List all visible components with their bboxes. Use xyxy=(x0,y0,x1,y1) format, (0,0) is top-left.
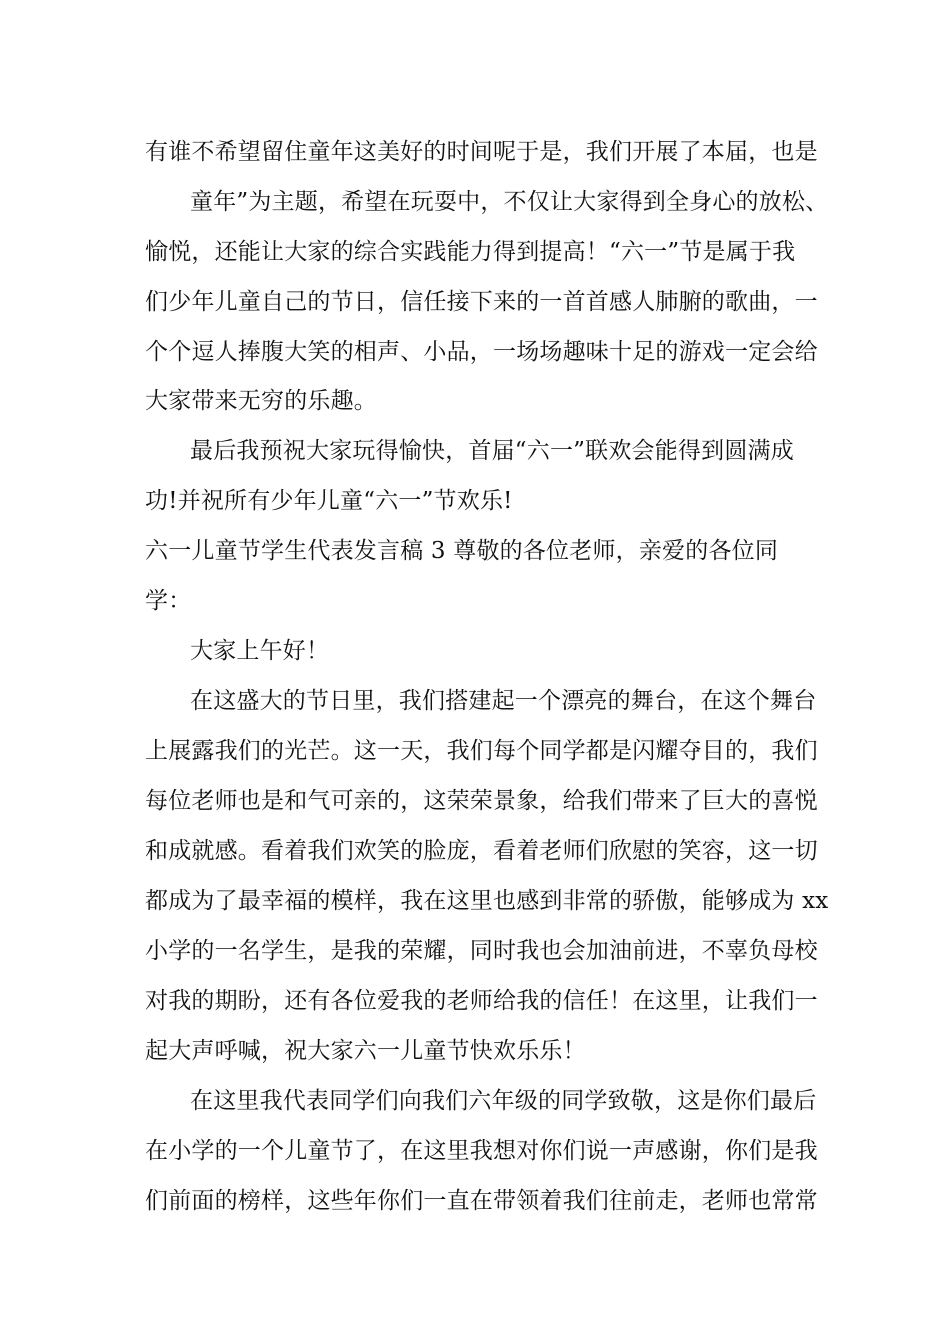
text-line: 个个逗人捧腹大笑的相声、小品，一场场趣味十足的游戏一定会给 xyxy=(145,339,818,365)
text-line: 有谁不希望留住童年这美好的时间呢于是，我们开展了本届，也是 xyxy=(145,139,818,165)
text-line: 在这里我代表同学们向我们六年级的同学致敬，这是你们最后 xyxy=(190,1088,817,1114)
text-line: 们少年儿童自己的节日，信任接下来的一首首感人肺腑的歌曲，一 xyxy=(145,289,818,315)
text-line: 在小学的一个儿童节了，在这里我想对你们说一声感谢，你们是我 xyxy=(145,1138,818,1164)
text-line: 最后我预祝大家玩得愉快，首届“六一”联欢会能得到圆满成 xyxy=(190,438,794,464)
text-line: 小学的一名学生，是我的荣耀，同时我也会加油前进，不辜负母校 xyxy=(145,938,818,964)
text-line: 和成就感。看着我们欢笑的脸庞，看着老师们欣慰的笑容，这一切 xyxy=(145,838,818,864)
text-line: 大家带来无穷的乐趣。 xyxy=(145,388,377,414)
text-line: 都成为了最幸福的模样，我在这里也感到非常的骄傲，能够成为 xx xyxy=(145,888,829,914)
text-line: 上展露我们的光芒。这一天，我们每个同学都是闪耀夺目的，我们 xyxy=(145,738,818,764)
text-line: 每位老师也是和气可亲的，这荣荣景象，给我们带来了巨大的喜悦 xyxy=(145,788,818,814)
text-line: 学： xyxy=(145,588,192,614)
text-line: 大家上午好！ xyxy=(190,638,330,664)
text-line: 童年”为主题，希望在玩耍中，不仅让大家得到全身心的放松、 xyxy=(190,189,829,215)
text-line: 功!并祝所有少年儿童“六一”节欢乐! xyxy=(145,488,513,514)
text-line: 对我的期盼，还有各位爱我的老师给我的信任！在这里，让我们一 xyxy=(145,988,818,1014)
text-line: 们前面的榜样，这些年你们一直在带领着我们往前走，老师也常常 xyxy=(145,1188,818,1214)
text-line: 在这盛大的节日里，我们搭建起一个漂亮的舞台，在这个舞台 xyxy=(190,688,817,714)
text-line: 愉悦，还能让大家的综合实践能力得到提高！“六一”节是属于我 xyxy=(145,239,796,265)
section-heading-line: 六一儿童节学生代表发言稿 3 尊敬的各位老师，亲爱的各位同 xyxy=(145,538,779,564)
text-line: 起大声呼喊，祝大家六一儿童节快欢乐乐！ xyxy=(145,1038,586,1064)
